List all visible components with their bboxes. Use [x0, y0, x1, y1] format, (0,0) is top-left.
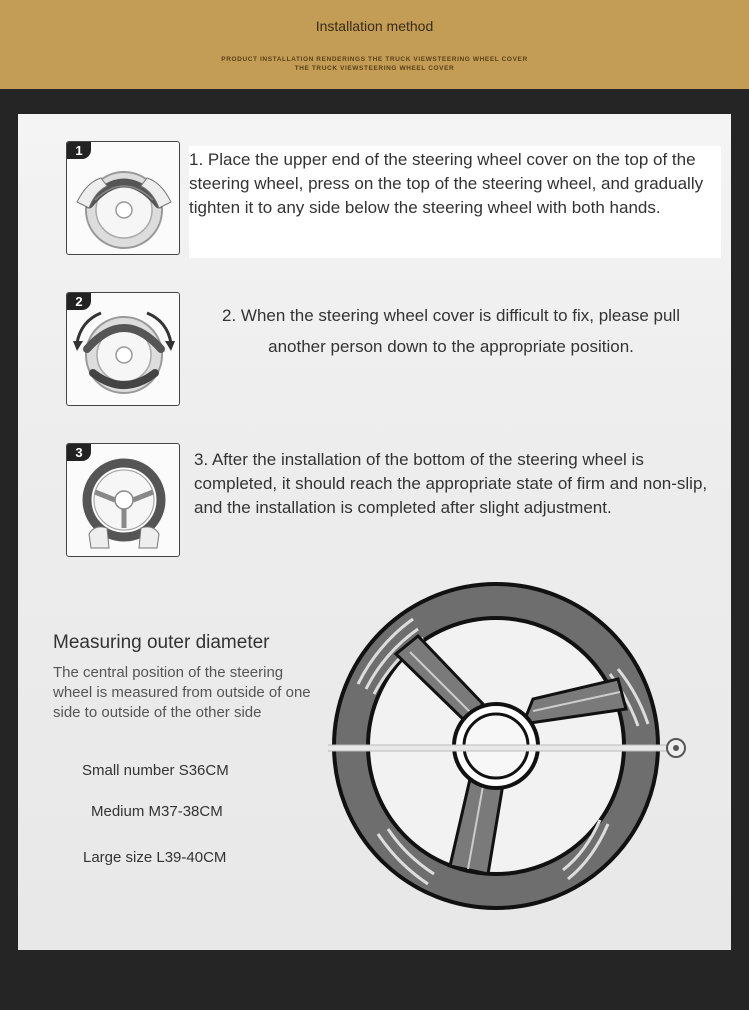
step-3-text: 3. After the installation of the bottom of the steering wheel is completed, it should reach the appropriate state of firm and non-slip, and the installation is completed after slight adjustment. [194, 450, 708, 517]
subtitle-line-2: THE TRUCK VIEWSTEERING WHEEL COVER [294, 65, 455, 72]
step-1-badge: 1 [67, 142, 91, 159]
step-1-image [66, 141, 180, 255]
subtitle-line-1: PRODUCT INSTALLATION RENDERINGS THE TRUCK VIEWSTEERING WHEEL COVER [221, 56, 528, 63]
page-subtitle [0, 55, 749, 73]
size-medium-label: Medium M37-38CM [91, 803, 223, 820]
step-2-text: 2. When the steering wheel cover is difficult to fix, please pull another person down to the appropriate position. [222, 306, 680, 356]
measure-title: Measuring outer diameter [53, 632, 270, 653]
wheel-with-rotation-arrows-icon [67, 293, 180, 406]
step-2-badge: 2 [67, 293, 91, 310]
header-banner [0, 0, 749, 89]
size-large-label: Large size L39-40CM [83, 849, 227, 866]
measure-description: The central position of the steering wheel is measured from outside of one side to outside of the other side [53, 664, 311, 721]
page-title: Installation method [315, 18, 434, 34]
step-3-badge: 3 [67, 444, 91, 461]
size-small-label: Small number S36CM [82, 762, 229, 779]
hands-pulling-cover-over-wheel-top-icon [67, 142, 180, 255]
step-3-image [66, 443, 180, 557]
steering-wheel-with-tape-measure-icon [318, 574, 698, 919]
step-1-text: 1. Place the upper end of the steering wheel cover on the top of the steering wheel, press on the top of the steering wheel, and gradually tighten it to any side below the steering wheel with both hands. [189, 146, 721, 258]
hands-adjusting-wheel-bottom-icon [67, 444, 180, 557]
instruction-panel [18, 114, 731, 950]
step-2-image [66, 292, 180, 406]
